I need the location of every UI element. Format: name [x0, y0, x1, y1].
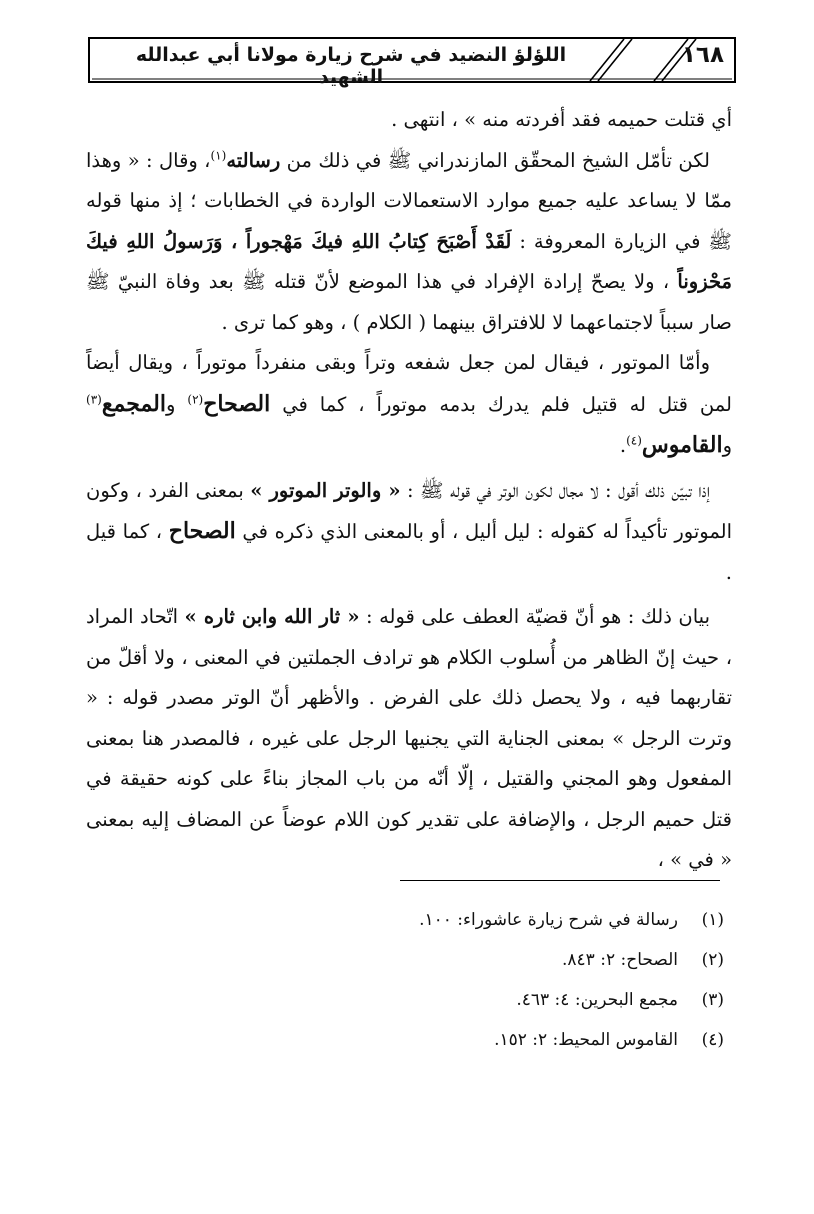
footnote-ref-4: (٤) — [626, 433, 642, 448]
footnote-ref-1: (١) — [210, 148, 227, 162]
p5-text-1: بيان ذلك : هو أنّ قضيّة العطف على قوله : — [359, 605, 710, 628]
footnote-1 — [86, 900, 732, 940]
footnote-2 — [86, 940, 732, 980]
p2-text-3: ، ولا يصحّ إرادة الإفراد في هذا الموضع لأنّ قتله ﷺ بعد وفاة النبيّ ﷺ صار سبباً لاجتماعهما لا للافتراق بينهما ( الكلام ) ، وهو كما ترى . — [86, 270, 732, 334]
paragraph-3 — [86, 343, 732, 467]
p3-majma: المجمع — [101, 390, 166, 417]
p4-text-1: إذا تبيّن ذلك أقول : لا مجال لكون الوتر في قوله ﷺ : — [400, 478, 711, 502]
running-header — [88, 36, 738, 86]
paragraph-2 — [86, 141, 732, 344]
footnote-text: رسالة في شرح زيارة عاشوراء: ١٠٠. — [419, 910, 678, 930]
footnote-ref-3: (٣) — [86, 392, 102, 406]
p5-text-2: اتّحاد المراد ، حيث إنّ الظاهر من أُسلوب الكلام هو ترادف الجملتين في المعنى ، ولا أقلّ من تقاربهما فيه ، ولا يحصل ذلك على الفرض . والأظهر أنّ الوتر مصدر قوله : « وترت الرجل » بمعنى الجناية التي يجنيها الرجل على غيره ، فالمصدر هنا بمعنى المفعول وهو المجني والقتيل ، إلّا أنّه من باب المجاز بناءً على كونه حقيقة في قتل حميم الرجل ، والإضافة على تقدير كون اللام عوضاً عن المضاف إليه بمعنى « في » ، — [86, 605, 732, 871]
p3-qamus: القاموس — [641, 432, 723, 458]
footnote-text: الصحاح: ٢: ٨٤٣. — [562, 950, 678, 970]
p4-quote: « والوتر الموتور » — [250, 478, 401, 502]
footnotes — [86, 900, 732, 1060]
footnote-text: القاموس المحيط: ٢: ١٥٢. — [494, 1030, 678, 1050]
p2-text-1: لكن تأمّل الشيخ المحقّق المازندراني ﷺ في ذلك من — [280, 148, 710, 172]
p4-sihah: الصحاح — [168, 518, 236, 544]
p3-text-3: و — [722, 434, 732, 457]
footnote-4 — [86, 1020, 732, 1060]
p3-text-1: وأمّا الموتور ، فيقال لمن جعل شفعه وتراً وبقى منفرداً موتوراً ، ويقال أيضاً لمن قتل له قتيل فلم يدرك بدمه موتوراً ، كما في — [86, 351, 732, 416]
footnote-ref-2: (٢) — [187, 392, 204, 406]
p2-quote: لَقَدْ أَصْبَحَ كِتابُ اللهِ فيكَ مَهْجوراً ، وَرَسولُ اللهِ فيكَ مَحْزوناً — [86, 229, 732, 293]
footnote-3 — [86, 980, 732, 1020]
p4-text-3: ، كما قيل . — [86, 520, 732, 584]
header-title: اللؤلؤ النضيد في شرح زيارة مولانا أبي عبدالله الشهيد — [135, 44, 567, 88]
p5-quote: « ثار الله وابن ثاره » — [184, 605, 360, 628]
paragraph-5 — [86, 597, 732, 881]
footnote-divider — [400, 880, 720, 881]
p2-text-2: ، وقال : « وهذا ممّا لا يساعد عليه جميع موارد الاستعمالات الواردة في الخطابات ؛ إذ منها قوله ﷺ في الزيارة المعروفة : — [86, 148, 732, 253]
p3-text-4: . — [619, 434, 627, 457]
footnote-number: (٣) — [701, 990, 724, 1010]
main-text — [86, 100, 732, 881]
footnote-number: (١) — [701, 910, 724, 930]
page-number: ١٦٨ — [681, 42, 724, 68]
p2-risala: رسالته — [226, 148, 281, 172]
footnote-text: مجمع البحرين: ٤: ٤٦٣. — [516, 990, 678, 1010]
footnote-number: (٤) — [701, 1030, 724, 1050]
p3-text-2: و — [166, 392, 188, 416]
footnote-number: (٢) — [701, 950, 724, 970]
paragraph-4 — [86, 471, 732, 594]
p1-text: أي قتلت حميمه فقد أفردته منه » ، انتهى . — [391, 108, 732, 131]
p4-text-2: بمعنى الفرد ، وكون الموتور تأكيداً له كقوله : ليل أليل ، أو بالمعنى الذي ذكره في — [86, 478, 732, 543]
p3-sihah: الصحاح — [203, 390, 271, 417]
paragraph-1 — [86, 100, 732, 141]
